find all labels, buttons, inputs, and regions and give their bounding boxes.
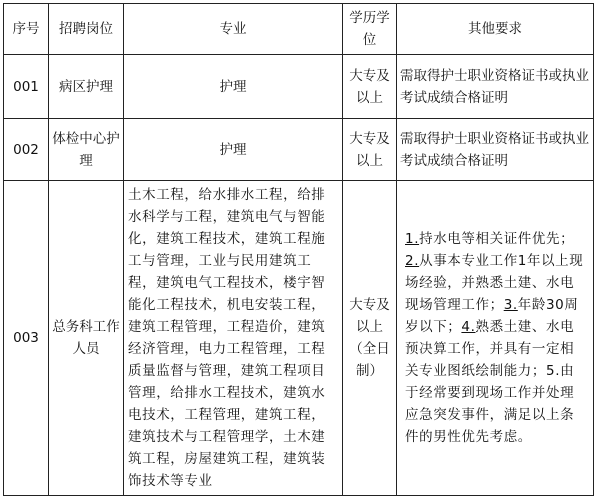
recruitment-table bbox=[3, 3, 594, 496]
row-seq: 002 bbox=[4, 119, 49, 181]
row-post: 病区护理 bbox=[49, 55, 124, 119]
header-row bbox=[4, 4, 594, 55]
row-education: 大专及以上（全日制） bbox=[343, 181, 397, 496]
header-post: 招聘岗位 bbox=[49, 4, 124, 55]
header-other-requirements: 其他要求 bbox=[397, 4, 594, 55]
row-education: 大专及以上 bbox=[343, 55, 397, 119]
row-education: 大专及以上 bbox=[343, 119, 397, 181]
requirement-text-1: 持水电等相关证件优先； bbox=[419, 231, 575, 247]
row-seq: 003 bbox=[4, 181, 49, 496]
row-post: 体检中心护理 bbox=[49, 119, 124, 181]
row-major: 土木工程，给水排水工程，给排水科学与工程，建筑电气与智能化，建筑工程技术，建筑工程施工与管理，工业与民用建筑工程，建筑电气工程技术，楼宇智能化工程技术，机电安装工程，建筑工程管理，工程造价，建筑经济管理，电力工程管理，工程质量监督与管理，建筑工程项目管理，给排水工程技术，建筑水电技术，工程管理，建筑工程，建筑技术与工程管理学，土木建筑工程，房屋建筑工程，建筑装饰技术等专业 bbox=[124, 181, 343, 496]
table-row bbox=[4, 181, 594, 496]
requirement-number-2: 2. bbox=[405, 253, 420, 269]
row-other-requirements bbox=[397, 181, 594, 496]
row-major: 护理 bbox=[124, 119, 343, 181]
row-other-requirements: 需取得护士职业资格证书或执业考试成绩合格证明 bbox=[397, 55, 594, 119]
requirement-text-2: 从事本专业工作1年以上现场经验，并熟悉土建、水电现场管理工作； bbox=[405, 253, 584, 313]
header-major: 专业 bbox=[124, 4, 343, 55]
requirement-text-3: 年龄30周岁以下； bbox=[405, 297, 579, 335]
table-row bbox=[4, 55, 594, 119]
row-major: 护理 bbox=[124, 55, 343, 119]
table-row bbox=[4, 119, 594, 181]
row-post: 总务科工作人员 bbox=[49, 181, 124, 496]
row-other-requirements: 需取得护士职业资格证书或执业考试成绩合格证明 bbox=[397, 119, 594, 181]
row-seq: 001 bbox=[4, 55, 49, 119]
requirement-number-1: 1. bbox=[405, 231, 420, 247]
requirement-number-3: 3. bbox=[503, 297, 518, 313]
requirement-text-4: 熟悉土建、水电预决算工作，并具有一定相关专业图纸绘制能力；5.由于经常要到现场工作并处理应急突发事件，满足以上条件的男性优先考虑。 bbox=[405, 319, 575, 445]
header-education: 学历学位 bbox=[343, 4, 397, 55]
requirement-number-4: 4. bbox=[461, 319, 476, 335]
header-seq: 序号 bbox=[4, 4, 49, 55]
